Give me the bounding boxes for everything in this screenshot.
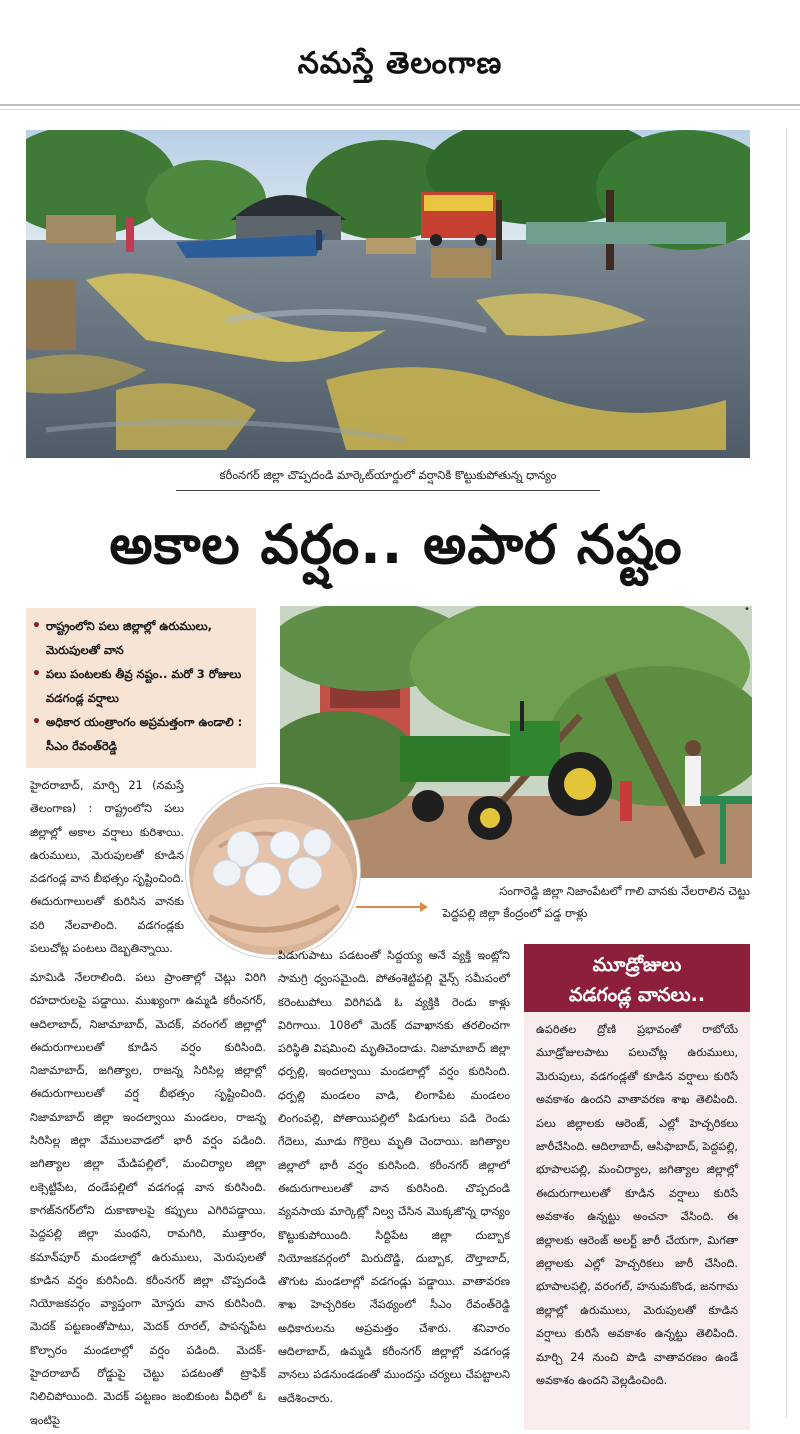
- article-text: పిడుగుపాటు పడటంతో సిద్దయ్య అనే వ్యక్తి ఇంట్లోని సామగ్రి ధ్వంసమైంది. పోతంశెట్టిపల్లి వైన్స్ సమీపంలో కరెంటుపోలు విరిగిపడి ఓ వ్యక్తికి రెండు కాళ్లు విరిగాయి. 108లో మెదక్ దవాఖానకు తరలించగా పరిస్థితి విషమించి మృతిచెందాడు. నిజామాబాద్ జిల్లా ధర్పల్లి, ఇందల్వాయి మండలాల్లో వర్షం కురిసింది. ధర్పల్లి మండలం వాడి, లింగాపేట మండలం లింగంపల్లి, పోతాయిపల్లిలో పిడుగులు పడి రెండు గేదెలు, మూడు గొర్రెలు మృతి చెందాయి. జగిత్యాల జిల్లాలో భారీ వర్షం కురిసింది. కరీంనగర్ జిల్లాలో ఈదురుగాలులతో వాన కురిసింది. చొప్పదండి వ్యవసాయ మార్కెట్లో నిల్వ చేసిన మొక్కజొన్న ధాన్యం కొట్టుకుపోయింది. సిద్దిపేట జిల్లా దుబ్బాక నియోజకవర్గంలో మిరుదొడ్డి, దుబ్బాక, దౌల్తాబాద్, తొగుట మండలాల్లో వడగండ్లు పడ్డాయి. వాతావరణ శాఖ హెచ్చరికల నేపథ్యంలో సీఎం రేవంత్‌రెడ్డి అధికారులను అప్రమత్తం చేశారు. శనివారం ఆదిలాబాద్, ఉమ్మడి కరీంనగర్ జిల్లాల్లో వడగండ్ల వానలు పడనుండడంతో ముందస్తు చర్యలు చేపట్టాలని ఆదేశించారు.: [278, 949, 510, 1405]
- market-yard-caption: కరీంనగర్ జిల్లా చొప్పదండి మార్కెట్‌యార్డులో వర్షానికి కొట్టుకుపోతున్న ధాన్యం: [219, 468, 557, 482]
- masthead-rule-thin: [0, 109, 800, 110]
- article-text: మామిడి నేలరాలింది. పలు ప్రాంతాల్లో చెట్లు విరిగి రహదారులపై పడ్డాయి. ముఖ్యంగా ఉమ్మడి కరీంనగర్, ఆదిలాబాద్, నిజామాబాద్, మెదక్, వరంగల్ జిల్లాల్లో ఈదురుగాలులతో కూడిన వర్షం కురిసింది. నిజామాబాద్, జగిత్యాల, రాజన్న సిరిసిల్ల జిల్లాల్లో ఈదురుగాలులతో వర్ష బీభత్సం సృష్టించింది. నిజామాబాద్ జిల్లా ఇందల్వాయి మండలం, రాజన్న సిరిసిల్ల జిల్లా వేములవాడలో భారీ వర్షం పడింది. జగిత్యాల జిల్లా మేడిపల్లిలో, మంచిర్యాల జిల్లా లక్సెట్టిపేట, దండేపల్లిలో వడగండ్ల వాన కురిసింది. కాగజ్‌నగర్‌లోని దుకాణాలపై కప్పులు ఎగిరిపడ్డాయి. పెద్దపల్లి జిల్లా మంథని, రామగిరి, ముత్తారం, కమాన్‌పూర్ మండలాల్లో ఉరుములు, మెరుపులతో కూడిన వర్షం కురిసింది. కరీంనగర్ జిల్లా చొప్పదండి నియోజకవర్గం వ్యాప్తంగా మోస్తరు వాన కురిసింది. మెదక్ పట్టణంతోపాటు, మెదక్ రూరల్, పాపన్నపేట కొల్చారం మండలాల్లో వర్షం పడింది. మెదక్- హైదరాబాద్ రోడ్డుపై చెట్టు పడటంతో ట్రాఫిక్ నిలిచిపోయింది. మెదక్ పట్టణం జంబికుంట వీధిలో ఓ ఇంటిపై: [30, 971, 266, 1427]
- fallen-tree-caption: సంగారెడ్డి జిల్లా నిజాంపేటలో గాలి వానకు నేలరాలిన చెట్టు: [499, 884, 750, 898]
- weather-forecast-box: [524, 944, 750, 1430]
- photo-marker: •: [744, 604, 750, 615]
- masthead: [0, 0, 800, 100]
- hailstones-caption: పెద్దపల్లి జిల్లా కేంద్రంలో పడ్డ రాళ్లు: [442, 906, 588, 920]
- headline: అకాల వర్షం.. అపార నష్టం: [109, 513, 683, 576]
- column-divider: [786, 128, 787, 1418]
- article-column-2: [278, 944, 510, 1428]
- highlight-item: • రాష్ట్రంలోని పలు జిల్లాల్లో ఉరుములు, మెరుపులతో వాన: [32, 614, 250, 662]
- market-yard-photo: [26, 130, 750, 458]
- hailstones-inset-photo: [186, 784, 360, 958]
- article-column-1-bottom: [30, 966, 266, 1428]
- masthead-rule: [0, 104, 800, 106]
- highlights-box: [26, 608, 256, 768]
- highlight-item: • పలు పంటలకు తీవ్ర నష్టం.. మరో 3 రోజులు వడగండ్ల వర్షాలు: [32, 662, 250, 710]
- weather-box-title-line1: మూడ్రోజులు: [592, 954, 682, 976]
- weather-box-body: ఉపరితల ద్రోణి ప్రభావంతో రాబోయే మూడ్రోజులపాటు పలుచోట్ల ఉరుములు, మెరుపులు, వడగండ్లతో కూడిన వర్షాలు కురిసే అవకాశం ఉందని వాతావరణ శాఖ తెలిపింది. పలు జిల్లాలకు ఆరెంజ్, ఎల్లో హెచ్చరికలు జారీచేసింది. ఆదిలాబాద్, ఆసిఫాబాద్, పెద్దపల్లి, భూపాలపల్లి, మంచిర్యాల, జగిత్యాల జిల్లాల్లో ఈదురుగాలులతో కూడిన వర్షాలు కురిసే అవకాశం ఉన్నట్టు అంచనా వేసింది. ఈ జిల్లాలకు ఆరెంజ్ అలర్ట్ జారీ చేయగా, మిగతా జిల్లాలకు ఎల్లో హెచ్చరికలు జారీ చేసింది. భూపాలపల్లి, వరంగల్, హనుమకొండ, జనగామ జిల్లాల్లో ఉరుములు, మెరుపులతో కూడిన వర్షాలు కురిసే అవకాశం ఉన్నట్టు తెలిపింది. మార్చి 24 నుంచి పొడి వాతావరణం ఉండే అవకాశం ఉందని వెల్లడించింది.: [536, 1023, 738, 1388]
- article-text: హైదరాబాద్, మార్చి 21 (నమస్తే తెలంగాణ) : రాష్ట్రంలోని పలు జిల్లాల్లో అకాల వర్షాలు కురిశాయి. ఉరుములు, మెరుపులతో కూడిన వడగండ్ల వాన బీభత్సం సృష్టించింది. ఈదురుగాలులతో కురిసిన వానకు వరి నేలవాలింది. వడగండ్లకు పలుచోట్ల పంటలు దెబ్బతిన్నాయి.: [30, 779, 184, 956]
- article-column-1-top: [30, 774, 184, 964]
- caption-underline: [176, 490, 600, 491]
- weather-box-title-line2: వడగండ్ల వానలు..: [568, 984, 706, 1006]
- weather-box-header: [524, 944, 750, 1012]
- highlight-item: • అధికార యంత్రాంగం అప్రమత్తంగా ఉండాలి : సీఎం రేవంత్‌రెడ్డి: [32, 710, 250, 758]
- newspaper-title: నమస్తే తెలంగాణ: [297, 46, 503, 81]
